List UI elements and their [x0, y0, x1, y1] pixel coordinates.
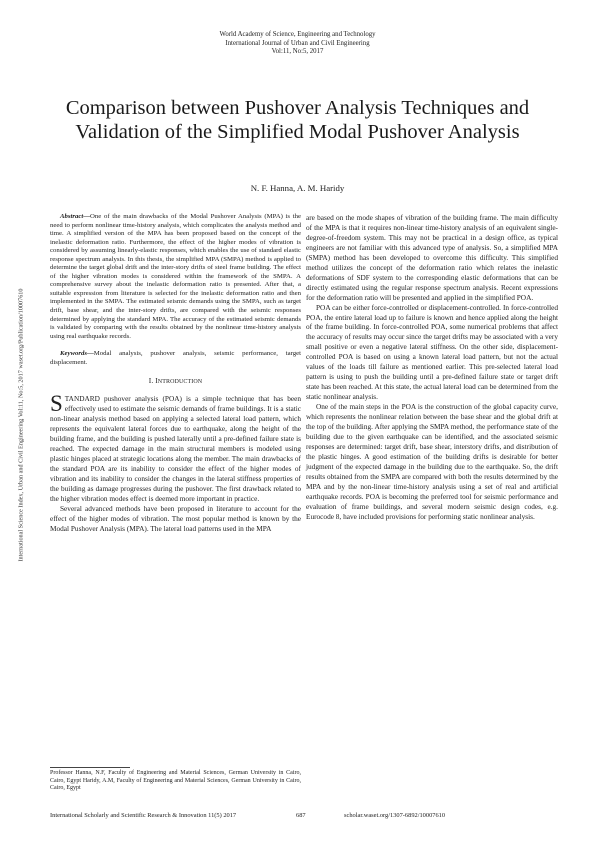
abstract-text: One of the main drawbacks of the Modal Pushover Analysis (MPA) is the need to perform nonlinear time-history analysis, which complicates the analysis method and time. A simplified version of the MPA has been proposed based on the concept of the inelastic deformation ratio. Furthermore, the effect of the higher modes of vibration is considered by assuming linearly-elastic responses, which enables the use of standard elastic response spectrum analysis. In this thesis, the simplified MPA (SMPA) method is applied to determine the target global drift and the inter-story drifts of steel frame building. The effect of the higher vibration modes is considered within the framework of the SMPA. A comprehensive survey about the inelastic deformation ratio is presented. After that, a suitable expression from literature is selected for the inelastic deformation ratio and then implemented in the SMPA. The estimated seismic demands using the SMPA, such as target drift, base shear, and the inter-story drifts, are compared with the seismic responses determined by applying the standard MPA. The accuracy of the estimated seismic demands is validated by comparing with the results obtained by the nonlinear time-history analysis using real earthquake records.	[50, 213, 301, 340]
page-footer	[0, 812, 595, 824]
footer-url: scholar.waset.org/1307-6892/10007610	[344, 812, 446, 819]
footer-publisher: International Scholarly and Scientific Research & Innovation 11(5) 2017	[50, 812, 237, 819]
section-title-rest: NTRODUCTION	[157, 379, 203, 386]
header-publisher: World Academy of Science, Engineering and Technology	[219, 31, 376, 38]
left-column	[50, 213, 301, 534]
author-footnote-text: Professor Hanna, N.F, Faculty of Engineering and Material Sciences, German University in Cairo, Cairo, Egypt Haridy, A.M, Faculty of Engineering and Material Sciences, German University in Cairo, Cairo, Egypt	[50, 770, 301, 792]
intro-paragraph-2: Several advanced methods have been proposed in literature to account for the effect of the higher modes of vibration. The most popular method is known by the Modal Pushover Analysis (MPA). The lateral load patterns used in the MPA	[50, 503, 301, 533]
right-column	[306, 213, 558, 522]
header-volume: Vol:11, No:5, 2017	[271, 48, 324, 56]
section-heading-introduction	[50, 376, 301, 388]
header-journal: International Journal of Urban and Civil Engineering	[225, 39, 370, 47]
footer-page-number: 687	[296, 812, 306, 819]
abstract-lead: Abstract	[60, 213, 84, 220]
sidebar-index-text	[15, 260, 27, 590]
paper-authors: N. F. Hanna, A. M. Haridy	[250, 183, 345, 193]
abstract: Abstract—One of the main drawbacks of the Modal Pushover Analysis (MPA) is the need to perform nonlinear time-history analysis, which complicates the analysis method and time. A simplified version of the MPA has been proposed based on the concept of the inelastic deformation ratio. Furthermore, the effect of the higher modes of vibration is considered by assuming linearly-elastic responses, which enables the use of standard elastic response spectrum analysis. In this thesis, the simplified MPA (SMPA) method is applied to determine the target global drift and the inter-story drifts of steel frame building. The effect of the higher vibration modes is considered within the framework of the SMPA. A comprehensive survey about the inelastic deformation ratio is presented. After that, a suitable expression from literature is selected for the inelastic deformation ratio and then implemented in the SMPA. The estimated seismic demands using the SMPA, such as target drift, base shear, and the inter-story drifts, are compared with the seismic responses determined by applying the standard MPA. The accuracy of the estimated seismic demands is validated by comparing with the results obtained by the nonlinear time-history analysis using real earthquake records.	[50, 213, 301, 340]
keywords-text: Modal analysis, pushover analysis, seismic performance, target displacement.	[50, 350, 301, 366]
author-footnote	[50, 770, 301, 793]
right-paragraph-2: POA can be either force-controlled or displacement-controlled. In force-controlled POA, the entire lateral load up to failure is known and hence applied along the height of the frame building. In force-controlled POA, some numerical problems that affect the accuracy of results may occur since the target drifts may be associated with a very small positive or even a negative lateral stiffness. On the other side, displacement-controlled POA is based on using a known lateral load pattern, but not the actual values of the loads till failure as mentioned earlier. This pre-selected lateral load pattern is using to push the building until a pre-defined failure state or target drift state has been reached. At this state, the actual lateral load can be determined from the static nonlinear analysis.	[306, 302, 558, 402]
keywords-lead: Keywords	[60, 350, 87, 358]
journal-header	[0, 31, 595, 57]
dropcap-letter: S	[50, 391, 63, 417]
footnote-divider	[50, 767, 130, 768]
right-paragraph-3: One of the main steps in the POA is the construction of the global capacity curve, which represents the nonlinear relation between the base shear and the global drift at the top of the building. After applying the SMPA method, the performance state of the building due to the given earthquake can be identified, and the associated seismic responses are determined: target drift, base shear, interstory drifts, and distribution of the plastic hinges. A good estimation of the building drifts is desirable for better judgment of the expected damage in the building due to the earthquake. So, the drift results obtained from the SMPA are compared with both the results determined by the MPA and by the non-linear time-history analysis using a set of real and artificial earthquake records. POA is becoming the preferred tool for seismic performance and evaluation of frame buildings, and several modern seismic design codes, e.g. Eurocode 8, have included provisions for performing static nonlinear analysis.	[306, 402, 558, 521]
sidebar-index-label: International Science Index, Urban and Civil Engineering Vol:11, No:5, 2017 waset.org/Publication/10007610	[17, 288, 25, 562]
section-title-initial: I	[155, 376, 158, 386]
right-paragraph-1: are based on the mode shapes of vibration of the building frame. The main difficulty of the MPA is that it requires non-linear time-history analysis of an equivalent single-degree-of-freedom system. This may not be practical in a design office, as typical engineers are not familiar with this advanced type of analysis. So, a simplified MPA (SMPA) method has been developed to overcome this difficulty. This simplified method utilizes the concept of the deformation ratio which relates the inelastic deformations of SDF system to the corresponding elastic deformations that can be directly estimated using the regular response spectrum analysis. Recent expressions for the deformation ratio will be presented and applied in the simplified POA.	[306, 213, 558, 302]
intro-paragraph-1-text: TANDARD pushover analysis (POA) is a simple technique that has been effectively used to estimate the seismic demands of frame buildings. It is a static non-linear analysis method based on applying a selected lateral load pattern, which represents the equivalent lateral forces due to earthquake, along the height of the building frame, and the building is pushed laterally until a pre-defined failure state is reached. The expected damage in the main structural members is modeled using plastic hinges placed at strategic locations along the member. The main drawbacks of the standard POA are its inability to consider the effect of the higher modes of vibration and its inability to consider the changes in the lateral stiffness properties of the building as damage progresses during the pushover. The first drawback related to the higher vibration modes effect is deemed more important in practice.	[50, 394, 301, 503]
paper-title: Comparison between Pushover Analysis Techniques and Validation of the Simplified Modal Pushover Analysis	[65, 97, 530, 143]
keywords: Keywords—Modal analysis, pushover analysis, seismic performance, target displacement.	[50, 350, 301, 366]
section-number: I.	[148, 376, 154, 386]
intro-paragraph-1	[50, 391, 301, 503]
